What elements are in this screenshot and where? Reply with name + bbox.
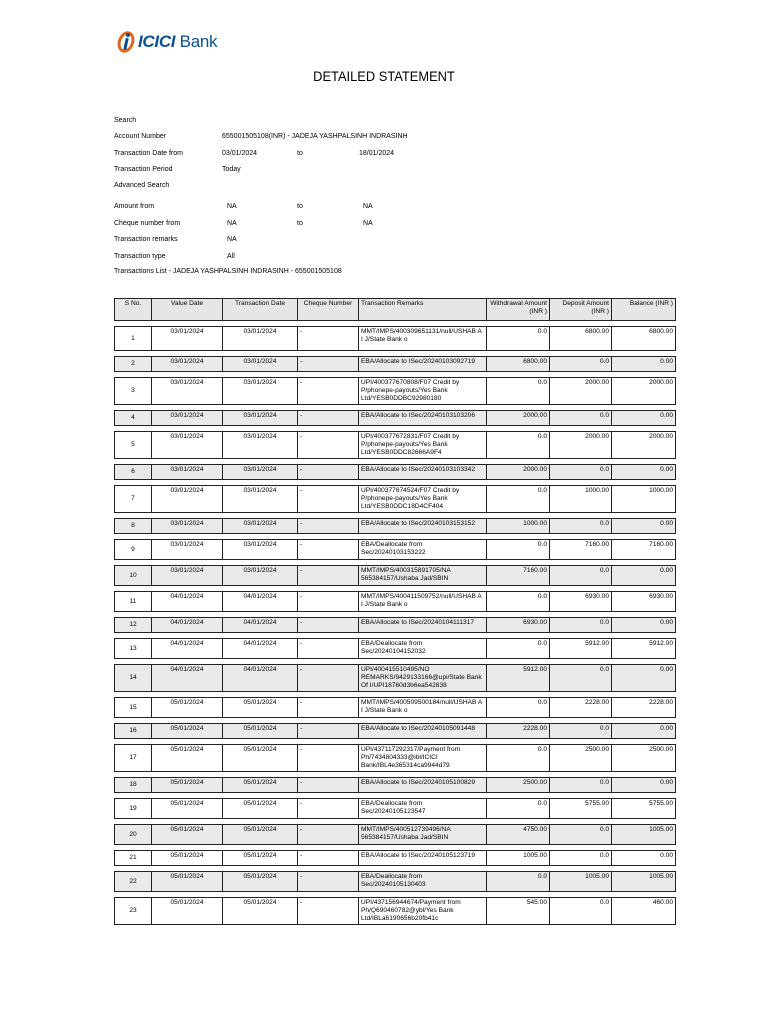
table-cell-value-date: 04/01/2024 [152, 639, 223, 659]
table-body [115, 321, 676, 925]
table-cell-remarks: EBA/Deallocate from Sec/20240104152032 [359, 639, 487, 659]
table-cell-value-date: 03/01/2024 [152, 566, 223, 586]
type-label: Transaction type [114, 253, 166, 260]
table-cell-cheque: - [298, 825, 359, 845]
col-header-sno: S No. [115, 299, 152, 321]
table-cell-deposit: 2228.00 [550, 698, 612, 718]
col-header-deposit: Deposit Amount (INR ) [550, 299, 612, 321]
table-cell-transaction-date: 03/01/2024 [223, 566, 298, 586]
table-cell-balance: 0.00 [612, 357, 676, 372]
table-cell-value-date: 03/01/2024 [152, 357, 223, 372]
table-cell-cheque: - [298, 357, 359, 372]
table-cell-sno: 12 [115, 618, 152, 633]
period-value: Today [222, 166, 241, 173]
table-cell-cheque: - [298, 872, 359, 892]
period-label: Transaction Period [114, 166, 173, 173]
table-cell-remarks: MMT/IMPS/400309651131/null/USHAB A I J/State Bank o [359, 327, 487, 351]
table-cell-withdrawal: 5912.00 [487, 665, 550, 692]
table-cell-cheque: - [298, 851, 359, 866]
table-cell-withdrawal: 0.0 [487, 799, 550, 819]
table-cell-remarks: MMT/IMPS/400315891705/NA 565384157/Ushaba Jad/SBIN [359, 566, 487, 586]
table-cell-remarks: EBA/Allocate to ISec/20240103092719 [359, 357, 487, 372]
table-cell-balance: 1005.00 [612, 825, 676, 845]
page-title: DETAILED STATEMENT [313, 68, 455, 84]
table-cell-value-date: 05/01/2024 [152, 799, 223, 819]
table-cell-deposit: 0.0 [550, 724, 612, 739]
table-cell-cheque: - [298, 592, 359, 612]
date-from-label: Transaction Date from [114, 150, 183, 157]
table-cell-deposit: 0.0 [550, 566, 612, 586]
col-header-transaction-date: Transaction Date [223, 299, 298, 321]
table-row [115, 698, 676, 718]
table-cell-withdrawal: 1000.00 [487, 519, 550, 534]
table-cell-balance: 0.00 [612, 519, 676, 534]
table-cell-transaction-date: 05/01/2024 [223, 851, 298, 866]
table-cell-remarks: EBA/Allocate to ISec/20240103103342 [359, 465, 487, 480]
table-cell-transaction-date: 05/01/2024 [223, 825, 298, 845]
table-cell-transaction-date: 05/01/2024 [223, 698, 298, 718]
table-cell-deposit: 0.0 [550, 851, 612, 866]
table-row [115, 486, 676, 513]
table-cell-cheque: - [298, 327, 359, 351]
icici-bank-logo [116, 28, 217, 56]
table-cell-remarks: EBA/Deallocate from Sec/20240103153222 [359, 540, 487, 560]
table-cell-withdrawal: 2000.00 [487, 465, 550, 480]
cheque-label: Cheque number from [114, 220, 181, 227]
remarks-value: NA [227, 236, 237, 243]
table-cell-value-date: 05/01/2024 [152, 698, 223, 718]
table-cell-transaction-date: 03/01/2024 [223, 519, 298, 534]
table-cell-value-date: 03/01/2024 [152, 411, 223, 426]
table-cell-cheque: - [298, 618, 359, 633]
table-row [115, 465, 676, 480]
table-cell-deposit: 0.0 [550, 411, 612, 426]
table-cell-value-date: 05/01/2024 [152, 898, 223, 925]
table-row [115, 592, 676, 612]
table-cell-withdrawal: 6930.00 [487, 618, 550, 633]
table-cell-remarks: MMT/IMPS/400512739496/NA 565384157/Ushaba Jad/SBIN [359, 825, 487, 845]
table-cell-remarks: UPI/437117292317/Payment from Ph/7434804333@ibl/ICICI Bank/IBL4e365314ca9944d79 [359, 745, 487, 772]
table-cell-sno: 3 [115, 378, 152, 405]
table-cell-deposit: 1000.00 [550, 486, 612, 513]
table-cell-deposit: 0.0 [550, 778, 612, 793]
table-row [115, 639, 676, 659]
table-cell-cheque: - [298, 639, 359, 659]
table-cell-sno: 20 [115, 825, 152, 845]
table-row [115, 872, 676, 892]
table-cell-deposit: 0.0 [550, 618, 612, 633]
table-cell-transaction-date: 03/01/2024 [223, 540, 298, 560]
table-cell-sno: 2 [115, 357, 152, 372]
cheque-to-label: to [297, 220, 303, 227]
table-cell-value-date: 03/01/2024 [152, 327, 223, 351]
table-cell-sno: 5 [115, 432, 152, 459]
table-cell-withdrawal: 1005.00 [487, 851, 550, 866]
table-row [115, 566, 676, 586]
table-cell-cheque: - [298, 698, 359, 718]
table-cell-sno: 21 [115, 851, 152, 866]
table-cell-remarks: UPI/400377674524/F07 Credit by P/phonepe-payouts/Yes Bank Ltd/YESB0DDC18D4CF404 [359, 486, 487, 513]
table-row [115, 778, 676, 793]
table-cell-sno: 8 [115, 519, 152, 534]
table-cell-deposit: 0.0 [550, 357, 612, 372]
table-cell-transaction-date: 03/01/2024 [223, 378, 298, 405]
table-cell-transaction-date: 03/01/2024 [223, 327, 298, 351]
brand-name: ICICI Bank [138, 32, 218, 51]
table-row [115, 724, 676, 739]
account-value: 655001505108(INR) - JADEJA YASHPALSINH INDRASINH [222, 133, 408, 140]
col-header-balance: Balance (INR ) [612, 299, 676, 321]
table-cell-sno: 1 [115, 327, 152, 351]
table-cell-withdrawal: 0.0 [487, 872, 550, 892]
table-cell-remarks: EBA/Allocate to ISec/20240105091448 [359, 724, 487, 739]
table-cell-withdrawal: 0.0 [487, 592, 550, 612]
table-cell-value-date: 03/01/2024 [152, 486, 223, 513]
table-cell-balance: 2000.00 [612, 432, 676, 459]
table-cell-sno: 9 [115, 540, 152, 560]
table-cell-transaction-date: 04/01/2024 [223, 618, 298, 633]
table-cell-remarks: UPI/437156944674/Payment from Ph/Q690460782@ybl/Yes Bank Ltd/IBLa6190656b20fb41c [359, 898, 487, 925]
table-row [115, 327, 676, 351]
table-cell-transaction-date: 05/01/2024 [223, 898, 298, 925]
table-cell-transaction-date: 05/01/2024 [223, 872, 298, 892]
col-header-cheque-number: Cheque Number [298, 299, 359, 321]
table-cell-transaction-date: 05/01/2024 [223, 799, 298, 819]
table-cell-transaction-date: 04/01/2024 [223, 639, 298, 659]
table-cell-remarks: UPI/400415510495/NO REMARKS/9429133166@upi/State Bank Of I/UPI18760d3b6ea542838 [359, 665, 487, 692]
col-header-value-date: Value Date [152, 299, 223, 321]
table-cell-balance: 5755.00 [612, 799, 676, 819]
table-cell-cheque: - [298, 465, 359, 480]
table-cell-deposit: 7160.00 [550, 540, 612, 560]
table-cell-cheque: - [298, 665, 359, 692]
table-cell-remarks: MMT/IMPS/400509500184/null/USHAB A I J/State Bank o [359, 698, 487, 718]
table-cell-balance: 6800.00 [612, 327, 676, 351]
table-cell-value-date: 04/01/2024 [152, 592, 223, 612]
table-row [115, 540, 676, 560]
table-cell-balance: 6930.00 [612, 592, 676, 612]
table-cell-deposit: 5755.00 [550, 799, 612, 819]
table-cell-withdrawal: 0.0 [487, 540, 550, 560]
table-row [115, 898, 676, 925]
table-cell-remarks: EBA/Allocate to ISec/20240105100829 [359, 778, 487, 793]
table-row [115, 799, 676, 819]
table-cell-value-date: 03/01/2024 [152, 465, 223, 480]
table-cell-sno: 10 [115, 566, 152, 586]
table-cell-deposit: 2500.00 [550, 745, 612, 772]
cheque-from-value: NA [227, 220, 237, 227]
table-cell-value-date: 05/01/2024 [152, 872, 223, 892]
table-row [115, 851, 676, 866]
amount-to-label: to [297, 203, 303, 210]
table-cell-remarks: EBA/Allocate to ISec/20240105123719 [359, 851, 487, 866]
table-cell-cheque: - [298, 411, 359, 426]
table-row [115, 665, 676, 692]
table-cell-withdrawal: 0.0 [487, 639, 550, 659]
table-cell-deposit: 0.0 [550, 465, 612, 480]
table-cell-sno: 15 [115, 698, 152, 718]
cheque-to-value: NA [363, 220, 373, 227]
table-cell-value-date: 04/01/2024 [152, 618, 223, 633]
table-cell-remarks: EBA/Deallocate from Sec/20240105123547 [359, 799, 487, 819]
table-cell-balance: 1000.00 [612, 486, 676, 513]
table-cell-transaction-date: 05/01/2024 [223, 745, 298, 772]
table-cell-transaction-date: 03/01/2024 [223, 357, 298, 372]
table-cell-value-date: 03/01/2024 [152, 432, 223, 459]
amount-to-value: NA [363, 203, 373, 210]
table-row [115, 411, 676, 426]
table-cell-cheque: - [298, 898, 359, 925]
table-cell-value-date: 05/01/2024 [152, 745, 223, 772]
icici-emblem-icon [116, 29, 136, 55]
table-cell-value-date: 03/01/2024 [152, 540, 223, 560]
table-cell-deposit: 6930.00 [550, 592, 612, 612]
table-cell-deposit: 0.0 [550, 519, 612, 534]
table-cell-transaction-date: 04/01/2024 [223, 665, 298, 692]
table-cell-balance: 0.00 [612, 851, 676, 866]
col-header-withdrawal: Withdrawal Amount (INR ) [487, 299, 550, 321]
table-cell-cheque: - [298, 778, 359, 793]
date-from-value: 03/01/2024 [222, 150, 258, 157]
table-cell-cheque: - [298, 486, 359, 513]
table-cell-withdrawal: 0.0 [487, 745, 550, 772]
table-cell-deposit: 0.0 [550, 898, 612, 925]
table-cell-sno: 6 [115, 465, 152, 480]
table-cell-withdrawal: 6800.00 [487, 357, 550, 372]
table-row [115, 378, 676, 405]
table-cell-transaction-date: 03/01/2024 [223, 486, 298, 513]
table-cell-cheque: - [298, 519, 359, 534]
table-cell-withdrawal: 0.0 [487, 432, 550, 459]
table-cell-transaction-date: 05/01/2024 [223, 724, 298, 739]
table-cell-sno: 14 [115, 665, 152, 692]
table-cell-sno: 23 [115, 898, 152, 925]
table-cell-transaction-date: 03/01/2024 [223, 465, 298, 480]
table-cell-sno: 16 [115, 724, 152, 739]
table-cell-balance: 460.00 [612, 898, 676, 925]
table-header-row [115, 299, 676, 321]
table-cell-remarks: EBA/Allocate to ISec/20240103153152 [359, 519, 487, 534]
table-cell-cheque: - [298, 378, 359, 405]
table-cell-deposit: 0.0 [550, 825, 612, 845]
table-cell-withdrawal: 7160.00 [487, 566, 550, 586]
table-cell-balance: 2500.00 [612, 745, 676, 772]
table-cell-transaction-date: 03/01/2024 [223, 432, 298, 459]
table-cell-cheque: - [298, 432, 359, 459]
table-cell-balance: 0.00 [612, 465, 676, 480]
table-cell-sno: 22 [115, 872, 152, 892]
table-cell-remarks: EBA/Allocate to ISec/20240103103206 [359, 411, 487, 426]
amount-from-label: Amount from [114, 203, 155, 210]
table-cell-transaction-date: 03/01/2024 [223, 411, 298, 426]
table-cell-value-date: 03/01/2024 [152, 378, 223, 405]
table-row [115, 432, 676, 459]
table-cell-balance: 0.00 [612, 618, 676, 633]
table-cell-cheque: - [298, 724, 359, 739]
table-cell-balance: 0.00 [612, 724, 676, 739]
table-cell-sno: 17 [115, 745, 152, 772]
type-value: All [227, 253, 235, 260]
table-row [115, 357, 676, 372]
table-cell-remarks: EBA/Deallocate from Sec/20240105130403 [359, 872, 487, 892]
date-to-label: to [297, 150, 303, 157]
table-cell-sno: 7 [115, 486, 152, 513]
table-cell-deposit: 2000.00 [550, 378, 612, 405]
table-cell-balance: 1005.00 [612, 872, 676, 892]
table-cell-value-date: 05/01/2024 [152, 778, 223, 793]
table-row [115, 745, 676, 772]
table-cell-sno: 19 [115, 799, 152, 819]
table-cell-withdrawal: 545.00 [487, 898, 550, 925]
table-cell-balance: 2228.00 [612, 698, 676, 718]
table-cell-cheque: - [298, 799, 359, 819]
table-cell-withdrawal: 0.0 [487, 327, 550, 351]
table-cell-withdrawal: 2500.00 [487, 778, 550, 793]
table-cell-balance: 5912.00 [612, 639, 676, 659]
table-cell-value-date: 05/01/2024 [152, 851, 223, 866]
col-header-remarks: Transaction Remarks [359, 299, 487, 321]
table-cell-withdrawal: 4750.00 [487, 825, 550, 845]
table-cell-sno: 4 [115, 411, 152, 426]
table-cell-withdrawal: 2228.00 [487, 724, 550, 739]
table-cell-remarks: MMT/IMPS/400411509752/null/USHAB A I J/State Bank o [359, 592, 487, 612]
table-cell-balance: 2000.00 [612, 378, 676, 405]
table-cell-balance: 0.00 [612, 411, 676, 426]
table-cell-balance: 0.00 [612, 778, 676, 793]
account-label: Account Number [114, 133, 167, 140]
table-cell-remarks: UPI/400377672831/F07 Credit by P/phonepe-payouts/Yes Bank Ltd/YESB0DDC82666A9F4 [359, 432, 487, 459]
table-cell-cheque: - [298, 745, 359, 772]
table-cell-deposit: 1005.00 [550, 872, 612, 892]
table-cell-balance: 0.00 [612, 665, 676, 692]
table-cell-value-date: 05/01/2024 [152, 825, 223, 845]
table-cell-withdrawal: 2000.00 [487, 411, 550, 426]
table-cell-remarks: EBA/Allocate to ISec/20240104111317 [359, 618, 487, 633]
table-cell-value-date: 05/01/2024 [152, 724, 223, 739]
table-cell-balance: 0.00 [612, 566, 676, 586]
table-cell-cheque: - [298, 566, 359, 586]
table-cell-cheque: - [298, 540, 359, 560]
table-cell-deposit: 6800.00 [550, 327, 612, 351]
transactions-table [114, 298, 676, 925]
table-cell-value-date: 03/01/2024 [152, 519, 223, 534]
table-cell-deposit: 2000.00 [550, 432, 612, 459]
table-cell-deposit: 0.0 [550, 665, 612, 692]
table-cell-balance: 7160.00 [612, 540, 676, 560]
table-cell-withdrawal: 0.0 [487, 486, 550, 513]
table-cell-value-date: 04/01/2024 [152, 665, 223, 692]
table-cell-sno: 18 [115, 778, 152, 793]
remarks-label: Transaction remarks [114, 236, 178, 243]
table-cell-remarks: UPI/400377670808/F07 Credit by P/phonepe-payouts/Yes Bank Ltd/YESB0DDBC92980180 [359, 378, 487, 405]
table-cell-withdrawal: 0.0 [487, 698, 550, 718]
amount-from-value: NA [227, 203, 237, 210]
table-cell-withdrawal: 0.0 [487, 378, 550, 405]
table-row [115, 519, 676, 534]
table-cell-transaction-date: 04/01/2024 [223, 592, 298, 612]
table-cell-transaction-date: 05/01/2024 [223, 778, 298, 793]
table-cell-deposit: 5912.00 [550, 639, 612, 659]
table-cell-sno: 11 [115, 592, 152, 612]
date-to-value: 18/01/2024 [359, 150, 395, 157]
table-row [115, 825, 676, 845]
table-row [115, 618, 676, 633]
table-cell-sno: 13 [115, 639, 152, 659]
